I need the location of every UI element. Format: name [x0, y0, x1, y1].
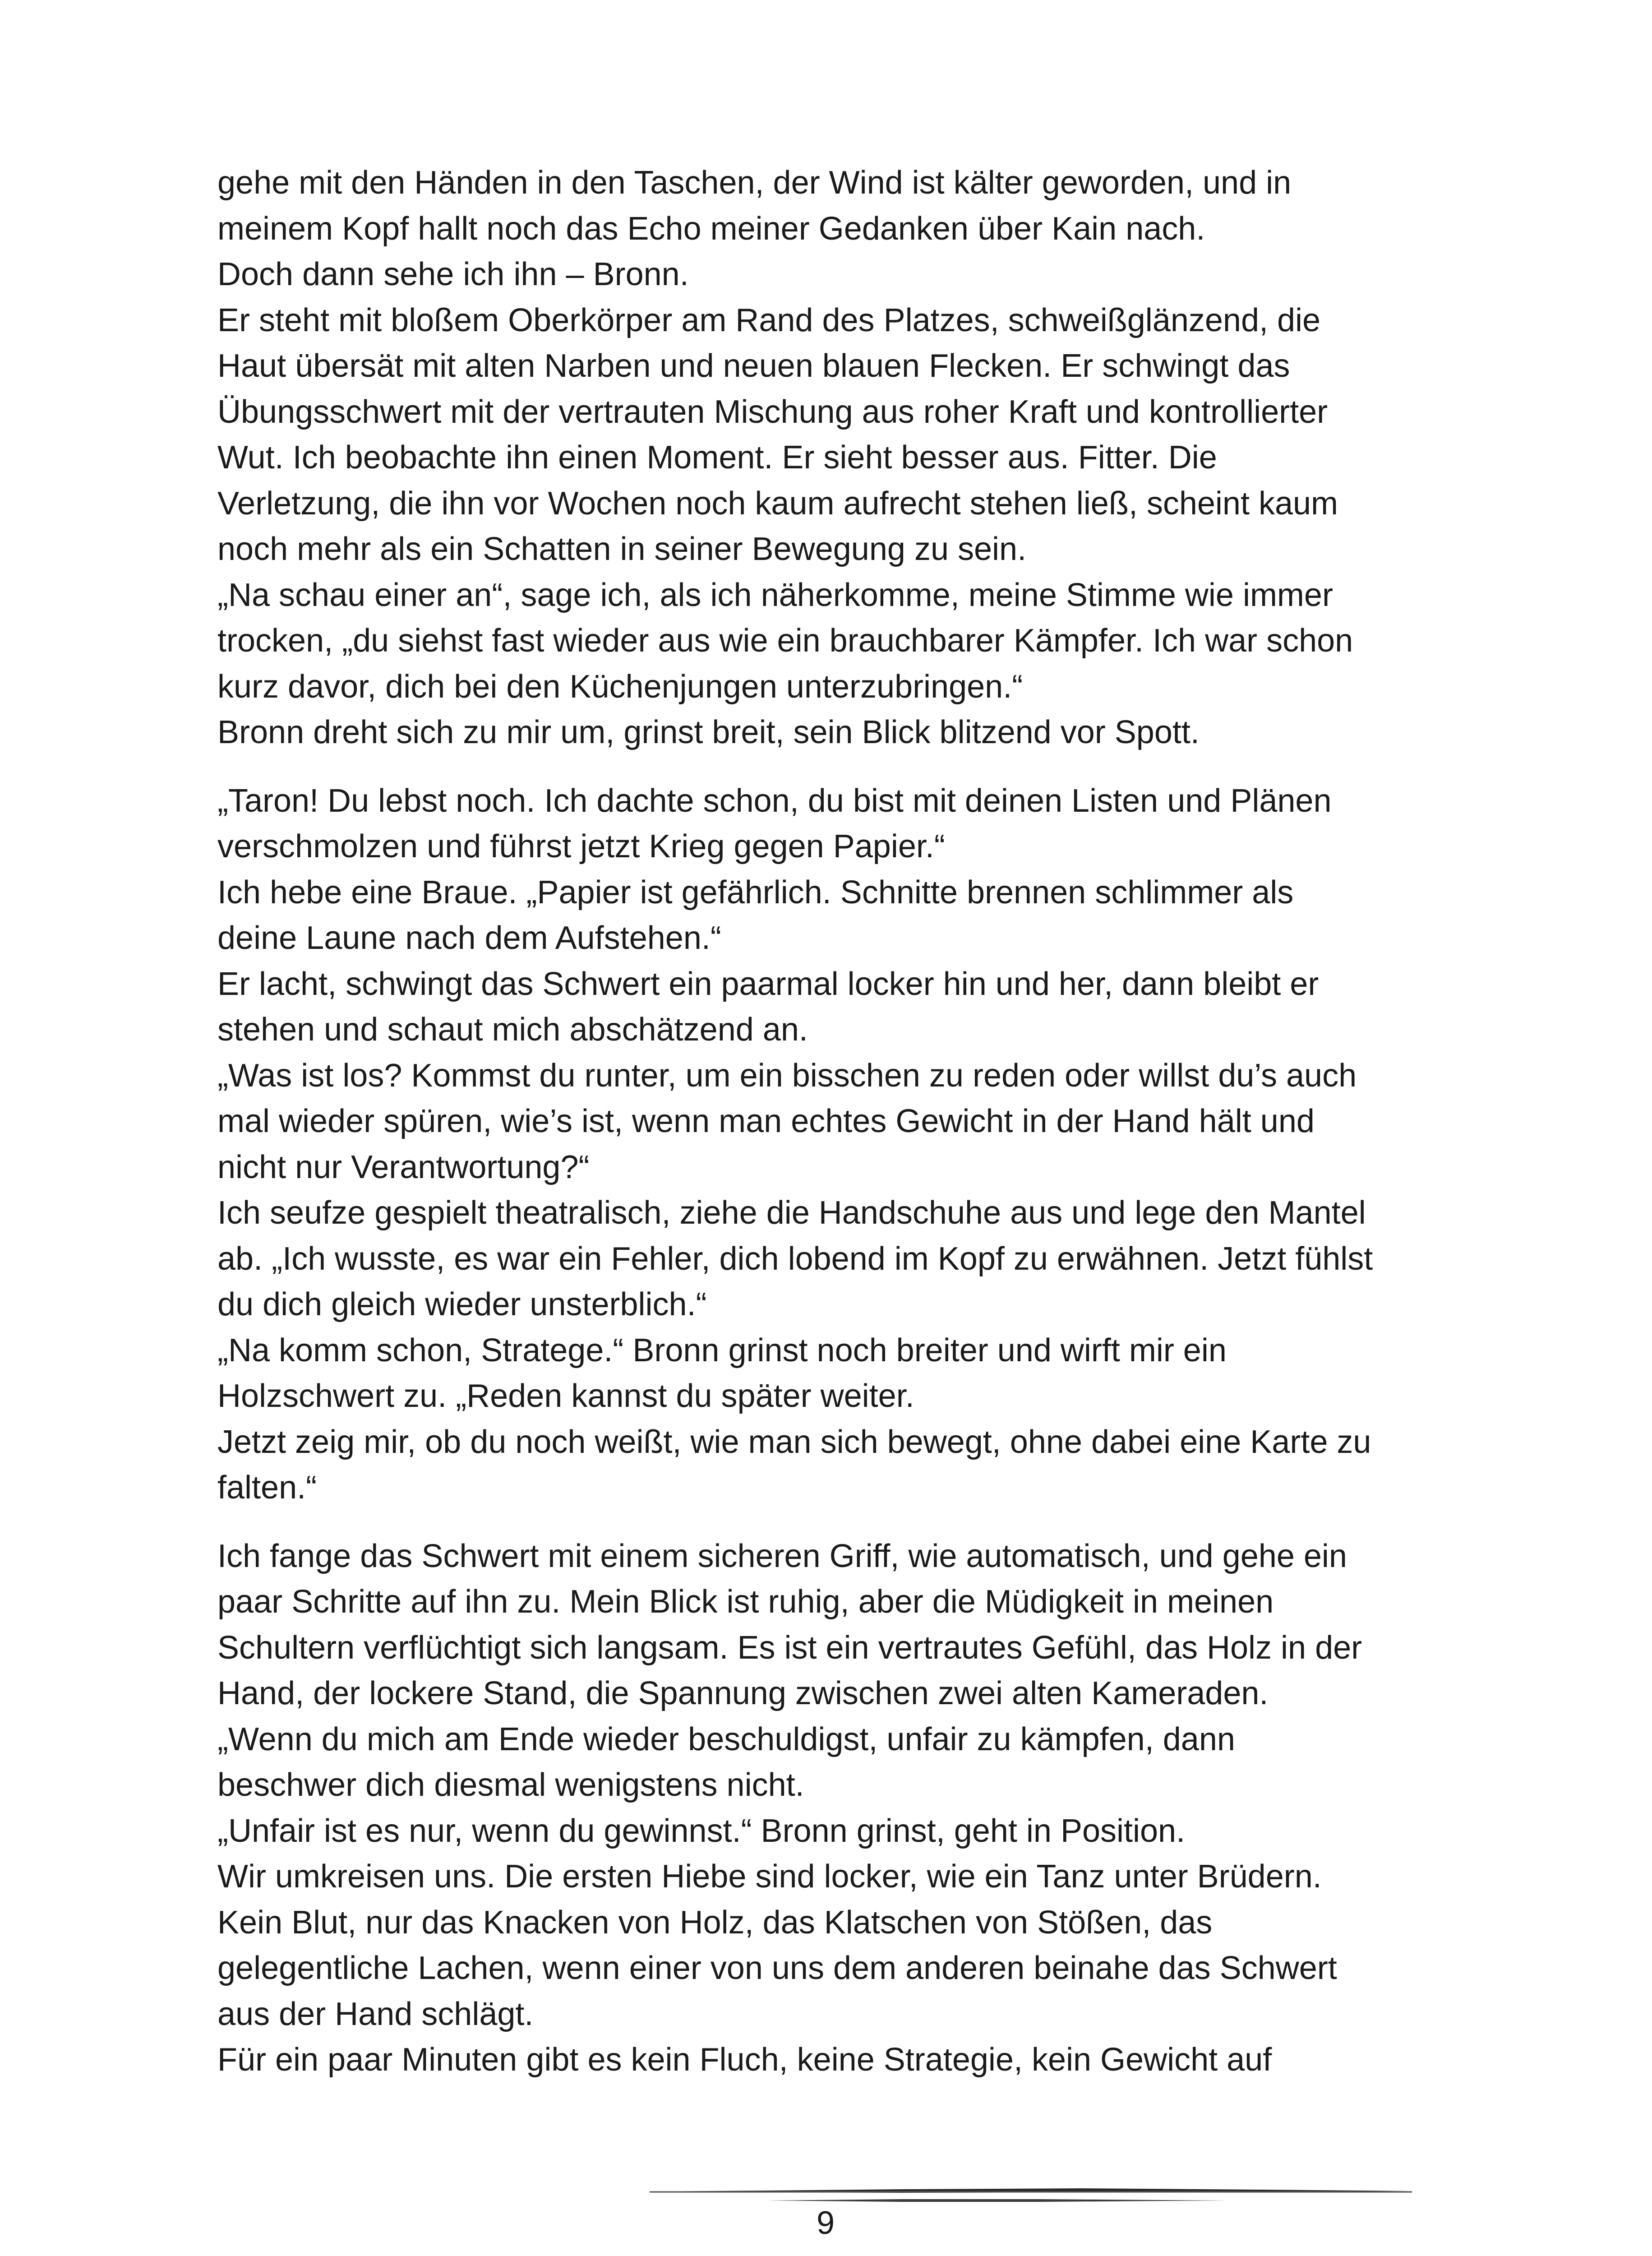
text-line: Wut. Ich beobachte ihn einen Moment. Er sieht besser aus. Fitter. Die	[217, 439, 1217, 476]
text-line: aus der Hand schlägt.	[217, 1996, 534, 2032]
text-line: Ich seufze gespielt theatralisch, ziehe die Handschuhe aus und lege den Mantel	[217, 1195, 1366, 1231]
text-line: Ich fange das Schwert mit einem sicheren Griff, wie automatisch, und gehe ein	[217, 1538, 1347, 1574]
text-line: „Wenn du mich am Ende wieder beschuldigst, unfair zu kämpfen, dann	[217, 1721, 1235, 1757]
text-line: Übungsschwert mit der vertrauten Mischung aus roher Kraft und kontrollierter	[217, 393, 1328, 430]
text-line: Er steht mit bloßem Oberkörper am Rand des Platzes, schweißglänzend, die	[217, 302, 1321, 338]
paragraph	[217, 1534, 1463, 2083]
text-line: Kein Blut, nur das Knacken von Holz, das Klatschen von Stößen, das	[217, 1904, 1213, 1941]
paragraph	[217, 778, 1463, 1511]
text-line: Wir umkreisen uns. Die ersten Hiebe sind locker, wie ein Tanz unter Brüdern.	[217, 1858, 1322, 1895]
text-line: Haut übersät mit alten Narben und neuen blauen Flecken. Er schwingt das	[217, 348, 1290, 384]
text-line: „Taron! Du lebst noch. Ich dachte schon, du bist mit deinen Listen und Plänen	[217, 782, 1332, 819]
paragraph-gap	[217, 1511, 1463, 1534]
text-line: „Unfair ist es nur, wenn du gewinnst.“ Bronn grinst, geht in Position.	[217, 1812, 1186, 1849]
text-line: Holzschwert zu. „Reden kannst du später weiter.	[217, 1378, 914, 1414]
text-line: noch mehr als ein Schatten in seiner Bewegung zu sein.	[217, 531, 1027, 567]
text-line: mal wieder spüren, wie’s ist, wenn man echtes Gewicht in der Hand hält und	[217, 1103, 1315, 1139]
text-line: Er lacht, schwingt das Schwert ein paarmal locker hin und her, dann bleibt er	[217, 966, 1319, 1002]
paragraph-gap	[217, 756, 1463, 778]
text-line: Jetzt zeig mir, ob du noch weißt, wie man sich bewegt, ohne dabei eine Karte zu	[217, 1424, 1371, 1460]
text-line: gelegentliche Lachen, wenn einer von uns dem anderen beinahe das Schwert	[217, 1950, 1337, 1986]
text-line: gehe mit den Händen in den Taschen, der Wind ist kälter geworden, und in	[217, 165, 1292, 201]
text-line: kurz davor, dich bei den Küchenjungen unterzubringen.“	[217, 668, 1023, 705]
text-line: paar Schritte auf ihn zu. Mein Blick ist ruhig, aber die Müdigkeit in meinen	[217, 1584, 1274, 1620]
text-line: „Was ist los? Kommst du runter, um ein bisschen zu reden oder willst du’s auch	[217, 1057, 1357, 1094]
text-line: deine Laune nach dem Aufstehen.“	[217, 920, 721, 956]
text-line: „Na schau einer an“, sage ich, als ich näherkomme, meine Stimme wie immer	[217, 577, 1333, 613]
text-line: Für ein paar Minuten gibt es kein Fluch, keine Strategie, kein Gewicht auf	[217, 2042, 1272, 2078]
text-line: Schultern verflüchtigt sich langsam. Es ist ein vertrautes Gefühl, das Holz in der	[217, 1629, 1362, 1666]
body-text	[217, 160, 1463, 2083]
text-line: Bronn dreht sich zu mir um, grinst breit, sein Blick blitzend vor Spott.	[217, 714, 1200, 750]
text-line: nicht nur Verantwortung?“	[217, 1149, 590, 1185]
text-line: meinem Kopf hallt noch das Echo meiner Gedanken über Kain nach.	[217, 210, 1205, 247]
text-line: verschmolzen und führst jetzt Krieg gegen Papier.“	[217, 828, 945, 864]
text-line: stehen und schaut mich abschätzend an.	[217, 1012, 808, 1048]
text-line: „Na komm schon, Stratege.“ Bronn grinst noch breiter und wirft mir ein	[217, 1332, 1227, 1368]
text-line: Doch dann sehe ich ihn – Bronn.	[217, 256, 689, 292]
page-number: 9	[816, 2205, 835, 2241]
paragraph	[217, 160, 1463, 756]
text-line: ab. „Ich wusste, es war ein Fehler, dich lobend im Kopf zu erwähnen. Jetzt fühlst	[217, 1240, 1373, 1277]
text-line: trocken, „du siehst fast wieder aus wie ein brauchbarer Kämpfer. Ich war schon	[217, 623, 1353, 659]
text-line: Ich hebe eine Braue. „Papier ist gefährlich. Schnitte brennen schlimmer als	[217, 874, 1294, 911]
text-line: Hand, der lockere Stand, die Spannung zwischen zwei alten Kameraden.	[217, 1675, 1269, 1711]
text-line: du dich gleich wieder unsterblich.“	[217, 1286, 707, 1322]
text-line: Verletzung, die ihn vor Wochen noch kaum aufrecht stehen ließ, scheint kaum	[217, 485, 1338, 522]
text-line: beschwer dich diesmal wenigstens nicht.	[217, 1767, 804, 1803]
text-line: falten.“	[217, 1470, 317, 1506]
